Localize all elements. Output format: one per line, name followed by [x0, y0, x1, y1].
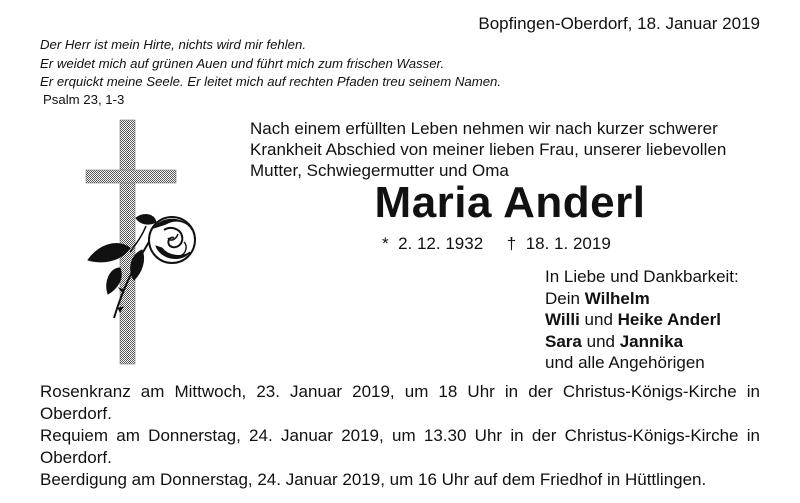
family-name: Heike Anderl — [617, 310, 721, 329]
life-dates — [382, 234, 611, 254]
place-and-date: Bopfingen-Oberdorf, 18. Januar 2019 — [478, 14, 760, 33]
death-date: 18. 1. 2019 — [525, 234, 611, 253]
family-line — [545, 331, 739, 353]
psalm-line: Der Herr ist mein Hirte, nichts wird mir fehlen. — [40, 37, 307, 52]
birth-date: 2. 12. 1932 — [398, 234, 484, 253]
family-intro: In Liebe und Dankbarkeit: — [545, 267, 739, 286]
family-closing: und alle Angehörigen — [545, 353, 705, 372]
psalm-line: Er erquickt meine Seele. Er leitet mich auf rechten Pfaden treu seinem Namen. — [40, 74, 502, 89]
birth-symbol: * — [382, 234, 389, 253]
death-symbol: † — [506, 234, 517, 253]
intro-line: Nach einem erfüllten Leben nehmen wir nach kurzer schwerer — [250, 119, 718, 138]
family-conjunction: und — [586, 331, 615, 351]
service-announcements — [40, 381, 760, 491]
rose-icon — [88, 215, 195, 318]
family-line — [545, 309, 739, 331]
family-signature — [545, 266, 739, 374]
service-burial: Beerdigung am Donnerstag, 24. Januar 2019, um 16 Uhr auf dem Friedhof in Hüttlingen. — [40, 470, 707, 489]
family-name: Willi — [545, 310, 580, 329]
service-rosary: Rosenkranz am Mittwoch, 23. Januar 2019, um 18 Uhr in der Christus-Königs-Kirche in Oberdorf. — [40, 382, 760, 423]
family-name: Sara — [545, 331, 582, 351]
intro-line: Mutter, Schwiegermutter und Oma — [250, 161, 509, 180]
family-name: Jannika — [619, 331, 684, 351]
service-requiem: Requiem am Donnerstag, 24. Januar 2019, um 13.30 Uhr in der Christus-Königs-Kirche in Oberdorf. — [40, 426, 760, 467]
family-name: Wilhelm — [584, 288, 650, 308]
family-prefix: Dein — [545, 288, 580, 308]
psalm-quote — [40, 36, 660, 92]
deceased-name: Maria Anderl — [374, 178, 646, 227]
intro-line: Krankheit Abschied von meiner lieben Frau, unserer liebevollen — [250, 140, 727, 159]
family-conjunction: und — [584, 310, 613, 329]
psalm-reference: Psalm 23, 1-3 — [43, 92, 125, 107]
family-line — [545, 288, 739, 310]
psalm-line: Er weidet mich auf grünen Auen und führt mich zum frischen Wasser. — [40, 55, 445, 71]
intro-text — [250, 118, 770, 181]
cross-with-rose-icon — [84, 118, 204, 368]
